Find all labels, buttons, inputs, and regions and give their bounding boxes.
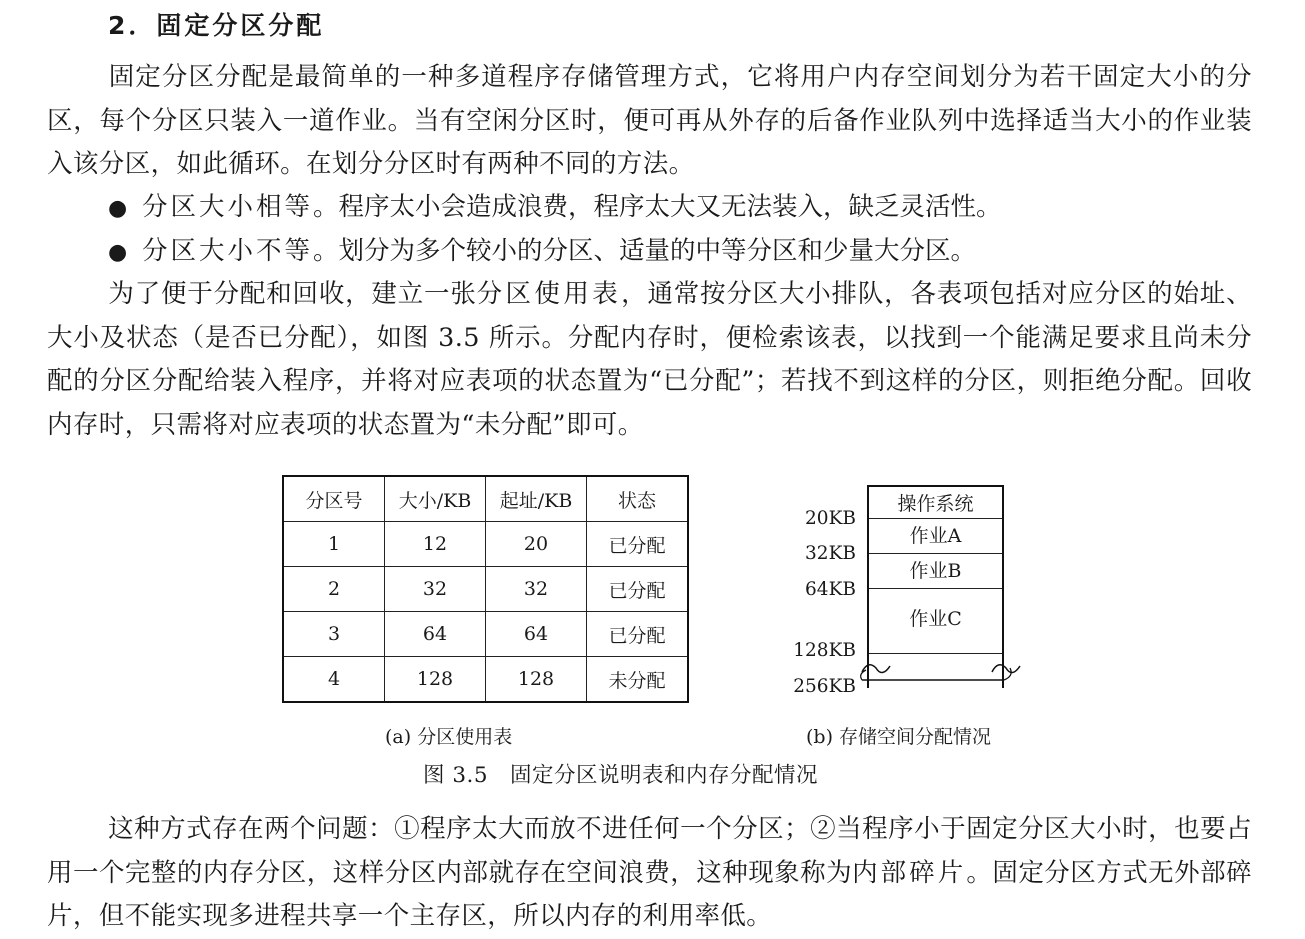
table-header-cell: 状态 xyxy=(587,476,689,522)
paragraph-intro xyxy=(47,56,1252,187)
table-row xyxy=(283,657,688,703)
address-label: 20KB xyxy=(805,508,856,529)
table-cell: 未分配 xyxy=(587,657,689,703)
address-label: 32KB xyxy=(805,543,856,564)
table-cell: 1 xyxy=(283,522,385,567)
table-header-cell: 大小/KB xyxy=(385,476,486,522)
table-header-cell: 分区号 xyxy=(283,476,385,522)
caption-a: (a) 分区使用表 xyxy=(385,726,513,748)
table-cell: 已分配 xyxy=(587,567,689,612)
memory-block-job-a: 作业A xyxy=(869,519,1002,554)
paragraph-intro-text: 固定分区分配是最简单的一种多道程序存储管理方式，它将用户内存空间划分为若干固定大小的分区，每个分区只装入一道作业。当有空闲分区时，便可再从外存的后备作业队列中选择适当大小的作业装入该分区，如此循环。在划分分区时有两种不同的方法。 xyxy=(47,62,1252,179)
table-cell: 20 xyxy=(486,522,587,567)
table-row xyxy=(283,522,688,567)
table-header-row xyxy=(283,476,688,522)
paragraph-problems-text-rest: 。固定分区方式无外部碎片，但不能实现多进程共享一个主存区，所以内存的利用率低。 xyxy=(47,857,1252,931)
table-cell: 64 xyxy=(486,612,587,657)
paragraph-table xyxy=(47,273,1252,447)
paragraph-table-text-rest: ，通常按分区大小排队，各表项包括对应分区的始址、大小及状态（是否已分配），如图 3.5 所示。分配内存时，便检索该表，以找到一个能满足要求且尚未分配的分区分配给装入程序，并将对应表项的状态置为“已分配”；若找不到这样的分区，则拒绝分配。回收内存时，只需将对应表项的状态置为“未分配”即可。 xyxy=(47,279,1252,440)
bullet-term: 分区大小不等 xyxy=(142,236,314,266)
table-cell: 128 xyxy=(486,657,587,703)
term-internal-fragmentation: 内部碎片 xyxy=(852,857,967,888)
caption-b: (b) 存储空间分配情况 xyxy=(806,726,992,748)
address-label: 128KB xyxy=(793,640,856,661)
memory-block-job-b: 作业B xyxy=(869,554,1002,589)
paragraph-problems xyxy=(47,808,1252,939)
bullet-dot-icon: ● xyxy=(108,196,128,221)
bullet-text: 。划分为多个较小的分区、适量的中等分区和少量大分区。 xyxy=(313,236,977,266)
table-header-cell: 起址/KB xyxy=(486,476,587,522)
table-cell: 已分配 xyxy=(587,612,689,657)
memory-block-os: 操作系统 xyxy=(869,485,1002,519)
table-cell: 2 xyxy=(283,567,385,612)
memory-break-marks xyxy=(852,650,1022,694)
table-row xyxy=(283,612,688,657)
partition-table xyxy=(282,475,689,703)
table-cell: 12 xyxy=(385,522,486,567)
table-row xyxy=(283,567,688,612)
table-cell: 已分配 xyxy=(587,522,689,567)
address-label: 256KB xyxy=(793,676,856,697)
paragraph-problems-text: 这种方式存在两个问题：①程序太大而放不进任何一个分区；②当程序小于固定分区大小时，也要占用一个完整的内存分区，这样分区内部就存在空间浪费，这种现象称为 xyxy=(47,814,1252,888)
term-partition-table: 分区使用表 xyxy=(476,279,622,309)
bullet-text: 。程序太小会造成浪费，程序太大又无法装入，缺乏灵活性。 xyxy=(313,192,1002,222)
figure-caption: 图 3.5 固定分区说明表和内存分配情况 xyxy=(423,763,819,788)
memory-block-job-c: 作业C xyxy=(869,589,1002,654)
table-cell: 128 xyxy=(385,657,486,703)
table-cell: 32 xyxy=(486,567,587,612)
bullet-item-equal xyxy=(108,186,1002,231)
table-cell: 64 xyxy=(385,612,486,657)
table-cell: 4 xyxy=(283,657,385,703)
bullet-item-unequal xyxy=(108,230,976,275)
section-heading: 2．固定分区分配 xyxy=(108,11,325,40)
address-label: 64KB xyxy=(805,579,856,600)
table-cell: 32 xyxy=(385,567,486,612)
bullet-term: 分区大小相等 xyxy=(142,192,314,222)
bullet-dot-icon: ● xyxy=(108,240,128,265)
table-cell: 3 xyxy=(283,612,385,657)
paragraph-table-text: 为了便于分配和回收，建立一张 xyxy=(108,279,477,309)
